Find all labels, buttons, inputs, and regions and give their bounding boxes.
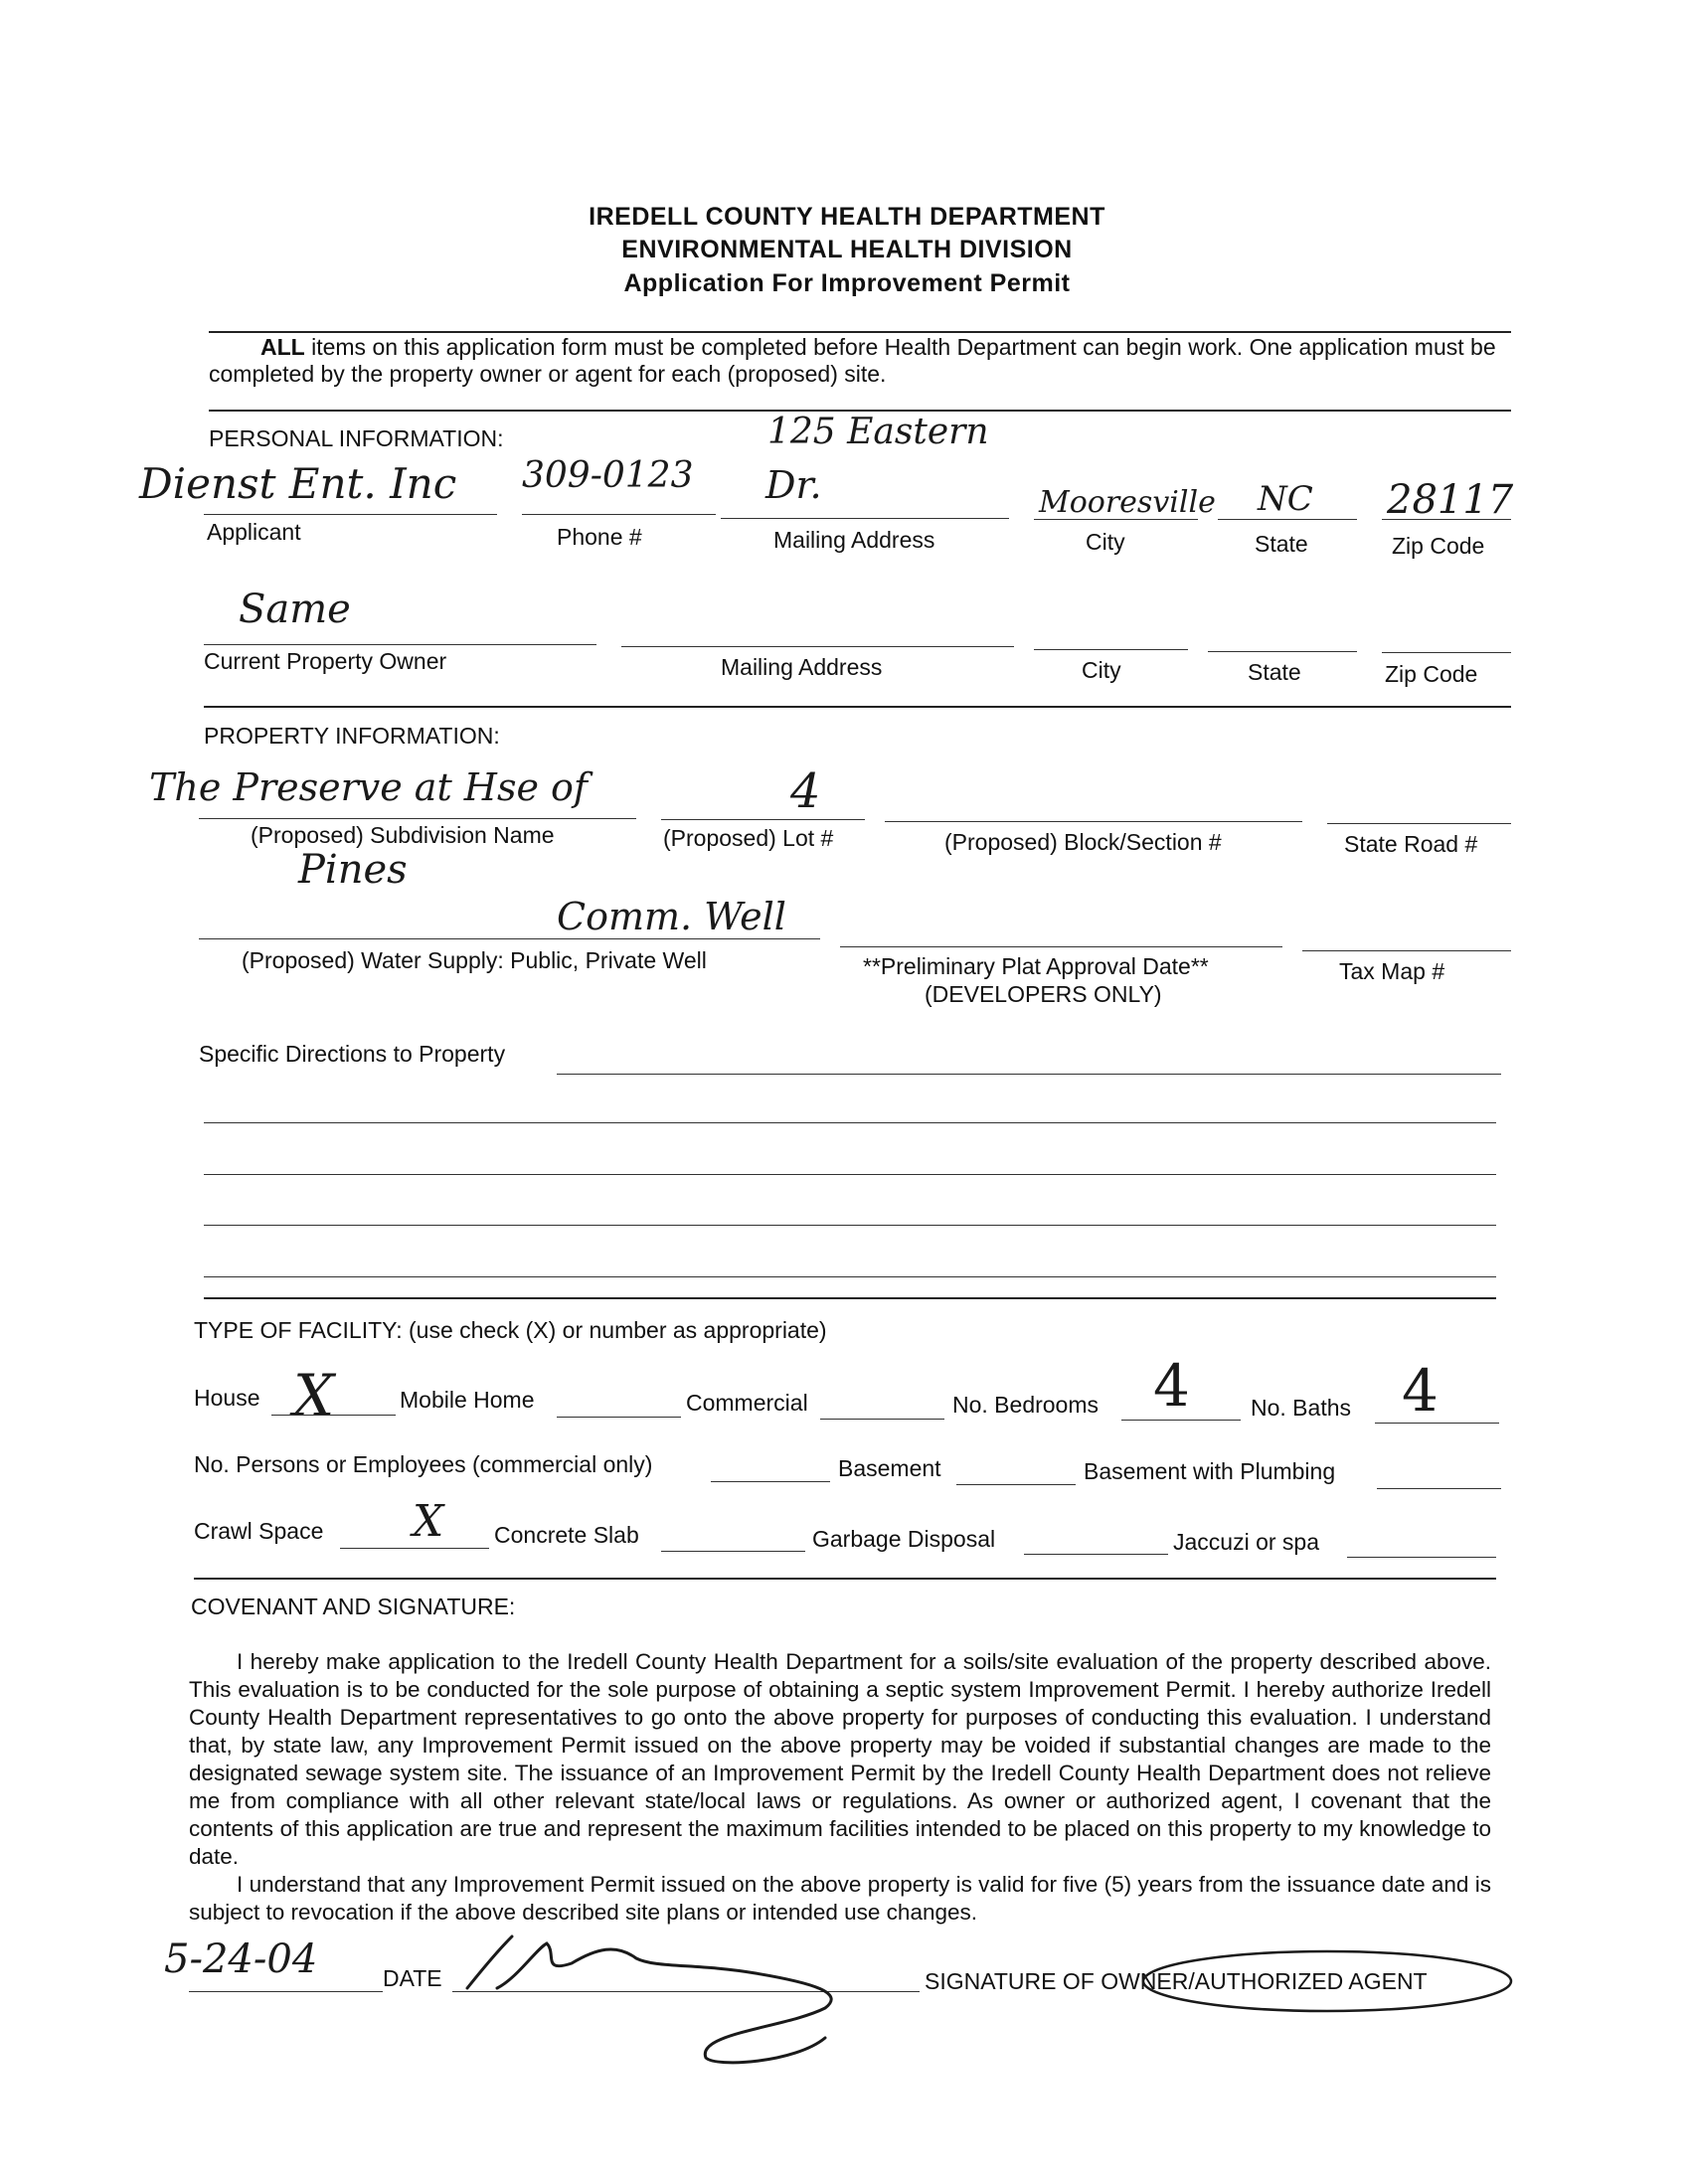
crawl-space-label: Crawl Space (194, 1518, 324, 1544)
water-supply-value[interactable]: Comm. Well (557, 895, 786, 938)
developers-only-label: (DEVELOPERS ONLY) (925, 981, 1162, 1007)
date-value[interactable]: 5-24-04 (164, 1936, 318, 1982)
signature-owner-label: SIGNATURE OF OWNER/ (925, 1968, 1195, 1994)
city-label: City (1086, 529, 1125, 555)
property-info-heading: PROPERTY INFORMATION: (204, 723, 500, 749)
jacuzzi-label: Jaccuzi or spa (1173, 1529, 1320, 1555)
baths-label: No. Baths (1251, 1395, 1351, 1421)
lot-label: (Proposed) Lot # (663, 825, 834, 851)
state-label: State (1255, 531, 1308, 557)
signature-agent-label: AUTHORIZED AGENT (1194, 1968, 1428, 1994)
facility-heading: TYPE OF FACILITY: (use check (X) or number as appropriate) (194, 1317, 827, 1343)
agent-circle-mark (1143, 1951, 1511, 2011)
owner-state-label: State (1248, 659, 1301, 685)
house-check[interactable]: X (293, 1362, 335, 1429)
basement-plumbing-label: Basement with Plumbing (1084, 1458, 1336, 1484)
applicant-signature (467, 1936, 831, 2063)
owner-mailing-label: Mailing Address (721, 654, 883, 680)
bedrooms-label: No. Bedrooms (952, 1392, 1100, 1418)
city-value[interactable]: Mooresville (1039, 485, 1216, 520)
plat-approval-label: **Preliminary Plat Approval Date** (863, 953, 1209, 979)
owner-label: Current Property Owner (204, 648, 447, 674)
intro-body: items on this application form must be completed before Health Department can begin work. One application must be completed by the property owner or agent for each (proposed) site. (209, 334, 1496, 387)
tax-map-label: Tax Map # (1339, 958, 1445, 984)
zip-label: Zip Code (1392, 533, 1485, 559)
subdivision-value-line1[interactable]: The Preserve at Hse of (149, 765, 588, 809)
personal-info-heading: PERSONAL INFORMATION: (209, 425, 504, 451)
owner-value[interactable]: Same (239, 587, 351, 632)
phone-value[interactable]: 309-0123 (522, 455, 694, 496)
water-supply-label: (Proposed) Water Supply: Public, Private Well (242, 947, 707, 973)
owner-zip-label: Zip Code (1385, 661, 1478, 687)
state-value[interactable]: NC (1258, 479, 1313, 519)
applicant-label: Applicant (207, 519, 301, 545)
commercial-label: Commercial (686, 1390, 808, 1416)
phone-label: Phone # (557, 524, 642, 550)
covenant-paragraph-2: I understand that any Improvement Permit issued on the above property is valid for five (5) years from the issuance date and is subject to revocation if the above described site plans or intended use changes. (189, 1872, 1491, 1925)
lot-value[interactable]: 4 (790, 763, 821, 819)
form-title: Application For Improvement Permit (623, 269, 1071, 297)
applicant-value[interactable]: Dienst Ent. Inc (139, 459, 457, 508)
signature-stroke (467, 1936, 831, 2063)
mailing-address-label: Mailing Address (773, 527, 935, 553)
baths-value[interactable]: 4 (1402, 1357, 1439, 1425)
persons-label: No. Persons or Employees (commercial only) (194, 1451, 653, 1477)
mobile-home-label: Mobile Home (400, 1387, 535, 1413)
state-road-label: State Road # (1344, 831, 1478, 857)
directions-label: Specific Directions to Property (199, 1041, 506, 1067)
subdivision-label: (Proposed) Subdivision Name (251, 822, 555, 848)
crawl-space-check[interactable]: X (413, 1496, 444, 1547)
block-label: (Proposed) Block/Section # (944, 829, 1222, 855)
date-label: DATE (383, 1965, 442, 1991)
owner-city-label: City (1082, 657, 1121, 683)
department-title: IREDELL COUNTY HEALTH DEPARTMENT (589, 203, 1105, 231)
covenant-heading: COVENANT AND SIGNATURE: (191, 1594, 516, 1619)
concrete-slab-label: Concrete Slab (494, 1522, 639, 1548)
house-label: House (194, 1385, 260, 1411)
subdivision-value-line2[interactable]: Pines (298, 847, 408, 893)
zip-value[interactable]: 28117 (1387, 477, 1514, 523)
bedrooms-value[interactable]: 4 (1153, 1352, 1190, 1420)
covenant-paragraph-1: I hereby make application to the Iredell County Health Department for a soils/site evaluation of the property described above. This evaluation is to be conducted for the sole purpose of obtaining a septic system Improvement Permit. I hereby authorize Iredell County Health Department representatives to go onto the above property for purposes of conducting this evaluation. I understand that, by state law, any Improvement Permit issued on the above property may be voided if substantial changes are made to the designated sewage system site. The issuance of an Improvement Permit by the Iredell County Health Department does not relieve me from compliance with all other relevant state/local laws or regulations. As owner or authorized agent, I covenant that the contents of this application are true and represent the maximum facilities intended to be placed on this property to my knowledge to date. (189, 1649, 1491, 1869)
intro-bold: ALL (260, 334, 305, 360)
garbage-disposal-label: Garbage Disposal (812, 1526, 996, 1552)
basement-label: Basement (838, 1455, 941, 1481)
mailing-address-line2-value[interactable]: Dr. (765, 463, 822, 507)
division-title: ENVIRONMENTAL HEALTH DIVISION (621, 236, 1073, 263)
mailing-address-line1-value[interactable]: 125 Eastern (767, 412, 989, 452)
